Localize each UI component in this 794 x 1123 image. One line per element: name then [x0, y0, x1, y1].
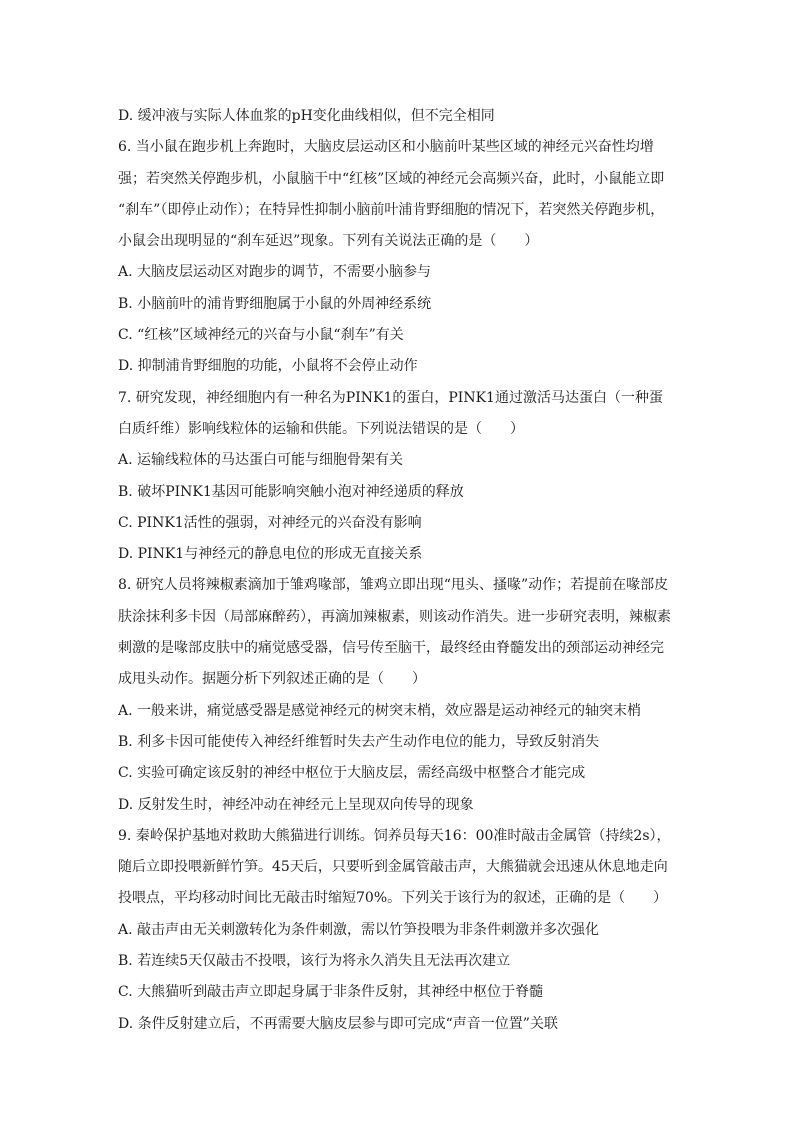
- option-b: B. 若连续5天仅敲击不投喂，该行为将永久消失且无法再次建立: [118, 953, 511, 970]
- stem-line: 成甩头动作。据题分析下列叙述正确的是（ ）: [118, 671, 426, 688]
- stem-line: 刺激的是喙部皮肤中的痛觉感受器，信号传至脑干，最终经由脊髓发出的颈部运动神经完: [118, 640, 664, 657]
- option-d: D. PINK1与神经元的静息电位的形成无直接关系: [118, 546, 423, 563]
- stem-line: 肤涂抹利多卡因（局部麻醉药），再滴加辣椒素，则该动作消失。进一步研究表明，辣椒素: [118, 608, 671, 625]
- option-c: C. “红核”区域神经元的兴奋与小鼠“刹车”有关: [118, 327, 404, 344]
- stem-line: 9. 秦岭保护基地对救助大熊猫进行训练。饲养员每天16：00准时敲击金属管（持续2s），: [118, 827, 671, 844]
- option-d-q5: [118, 101, 694, 132]
- option-d: D. 抑制浦肯野细胞的功能，小鼠将不会停止动作: [118, 358, 418, 375]
- question-6: [118, 132, 694, 382]
- stem-line: 投喂点，平均移动时间比无敲击时缩短70%。下列关于该行为的叙述，正确的是（ ）: [118, 890, 668, 907]
- option-c: C. 实验可确定该反射的神经中枢位于大脑皮层，需经高级中枢整合才能完成: [118, 765, 586, 782]
- question-stem: [118, 570, 694, 695]
- stem-line: 8. 研究人员将辣椒素滴加于雏鸡喙部，雏鸡立即出现“甩头、搔喙”动作；若提前在喙部皮: [118, 577, 669, 594]
- option-a: A. 一般来讲，痛觉感受器是感觉神经元的树突末梢，效应器是运动神经元的轴突末梢: [118, 702, 642, 719]
- option-d: D. 条件反射建立后，不再需要大脑皮层参与即可完成“声音一位置”关联: [118, 1015, 558, 1032]
- question-7: [118, 383, 694, 571]
- question-stem: [118, 132, 694, 257]
- option-b: B. 小脑前叶的浦肯野细胞属于小鼠的外周神经系统: [118, 295, 432, 312]
- stem-line: 6. 当小鼠在跑步机上奔跑时，大脑皮层运动区和小脑前叶某些区域的神经元兴奋性均增: [118, 139, 654, 156]
- stem-line: 小鼠会出现明显的“刹车延迟”现象。下列有关说法正确的是（ ）: [118, 233, 539, 250]
- option-c: C. PINK1活性的强弱，对神经元的兴奋没有影响: [118, 514, 422, 531]
- stem-line: 7. 研究发现，神经细胞内有一种名为PINK1的蛋白，PINK1通过激活马达蛋白（一种蛋: [118, 389, 663, 406]
- stem-line: 随后立即投喂新鲜竹笋。45天后，只要听到金属管敲击声，大熊猫就会迅速从休息地走向: [118, 859, 668, 876]
- option-b: B. 利多卡因可能使传入神经纤维暂时失去产生动作电位的能力，导致反射消失: [118, 733, 600, 750]
- option-a: A. 敲击声由无关刺激转化为条件刺激，需以竹笋投喂为非条件刺激并多次强化: [118, 921, 600, 938]
- stem-line: 白质纤维）影响线粒体的运输和供能。下列说法错误的是（ ）: [118, 420, 524, 437]
- option-b: B. 破坏PINK1基因可能影响突触小泡对神经递质的释放: [118, 483, 464, 500]
- question-stem: [118, 821, 694, 915]
- option-d: D. 反射发生时，神经冲动在神经元上呈现双向传导的现象: [118, 796, 474, 813]
- option-a: A. 运输线粒体的马达蛋白可能与细胞骨架有关: [118, 452, 404, 469]
- question-8: [118, 570, 694, 820]
- option-c: C. 大熊猫听到敲击声立即起身属于非条件反射，其神经中枢位于脊髓: [118, 984, 544, 1001]
- question-9: [118, 821, 694, 1040]
- option-a: A. 大脑皮层运动区对跑步的调节，不需要小脑参与: [118, 264, 432, 281]
- question-stem: [118, 383, 694, 446]
- stem-line: 强；若突然关停跑步机，小鼠脑干中“红核”区域的神经元会高频兴奋，此时，小鼠能立即: [118, 170, 665, 187]
- option-line: D. 缓冲液与实际人体血浆的pH变化曲线相似，但不完全相同: [118, 108, 495, 124]
- stem-line: “刹车”（即停止动作）；在特异性抑制小脑前叶浦肯野细胞的情况下，若突然关停跑步机，: [118, 201, 665, 218]
